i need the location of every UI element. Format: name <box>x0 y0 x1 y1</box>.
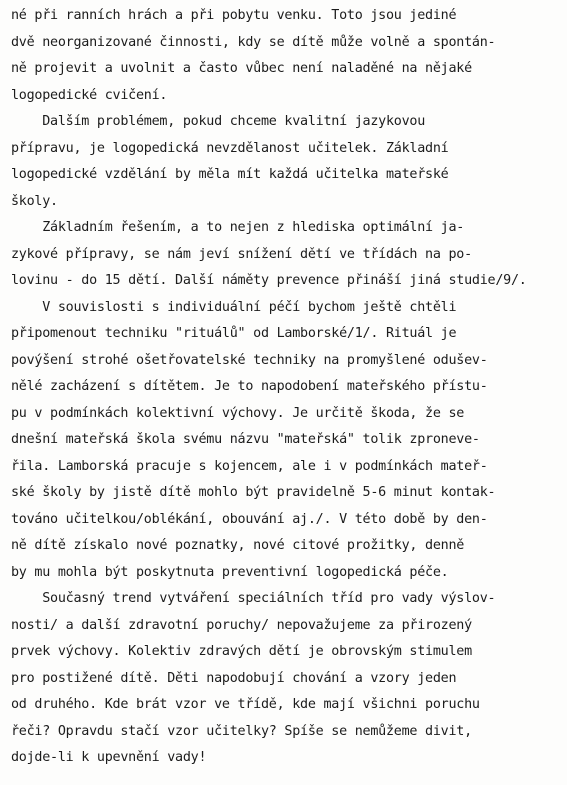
text-line: Základním řešením, a to nejen z hlediska optimální ja- <box>11 220 465 235</box>
text-line: lovinu - do 15 dětí. Další náměty prevence přináší jiná studie/9/. <box>11 273 527 288</box>
text-line: ské školy by jistě dítě mohlo být pravidelně 5-6 minut kontak- <box>11 485 496 500</box>
text-line: pro postižené dítě. Děti napodobují chování a vzory jeden <box>11 670 457 686</box>
text-line: Současný trend vytváření speciálních tříd pro vady výslov- <box>11 591 496 606</box>
text-line: továno učitelkou/oblékání, obouvání aj./. V této době by den- <box>11 511 488 527</box>
text-line: V souvislosti s individuální péčí bychom ještě chtěli <box>11 299 457 315</box>
text-line: dvě neorganizované činnosti, kdy se dítě může volně a spontán- <box>11 34 496 50</box>
text-line: by mu mohla být poskytnuta preventivní logopedická péče. <box>11 564 449 580</box>
text-line: ně dítě získalo nové poznatky, nové citové prožitky, denně <box>11 538 465 553</box>
text-line: řila. Lamborská pracuje s kojencem, ale i v podmínkách mateř- <box>11 458 488 474</box>
text-line: školy. <box>11 193 58 209</box>
text-line: přípravu, je logopedická nevzdělanost učitelek. Základní <box>11 140 449 156</box>
text-line: ně projevit a uvolnit a často vůbec není naladěné na nějaké <box>11 61 472 76</box>
text-line: Dalším problémem, pokud chceme kvalitní jazykovou <box>11 114 426 129</box>
text-line: logopedické cvičení. <box>11 87 168 103</box>
text-line: dnešní mateřská škola svému názvu "mateřská" tolik zproneve- <box>11 432 480 447</box>
text-line: dojde-li k upevnění vady! <box>11 750 207 765</box>
text-line: povýšení strohé ošetřovatelské techniky na promyšlené odušev- <box>11 352 488 368</box>
text-line: řeči? Opravdu stačí vzor učitelky? Spíše se nemůžeme divit, <box>11 723 472 739</box>
page-text <box>11 3 563 772</box>
text-line: nosti/ a další zdravotní poruchy/ nepovažujeme za přirozený <box>11 617 472 633</box>
text-line: prvek výchovy. Kolektiv zdravých dětí je obrovským stimulem <box>11 644 472 659</box>
text-line: né při ranních hrách a při pobytu venku. Toto jsou jediné <box>11 8 457 23</box>
text-line: od druhého. Kde brát vzor ve třídě, kde mají všichni poruchu <box>11 697 480 712</box>
text-line: pu v podmínkách kolektivní výchovy. Je určitě škoda, že se <box>11 405 465 421</box>
text-line: zykové přípravy, se nám jeví snížení dětí ve třídách na po- <box>11 246 472 262</box>
text-line: logopedické vzdělání by měla mít každá učitelka mateřské <box>11 167 449 182</box>
text-line: připomenout techniku "rituálů" od Lamborské/1/. Rituál je <box>11 326 457 341</box>
text-line: nělé zacházení s dítětem. Je to napodobení mateřského přístu- <box>11 379 488 394</box>
